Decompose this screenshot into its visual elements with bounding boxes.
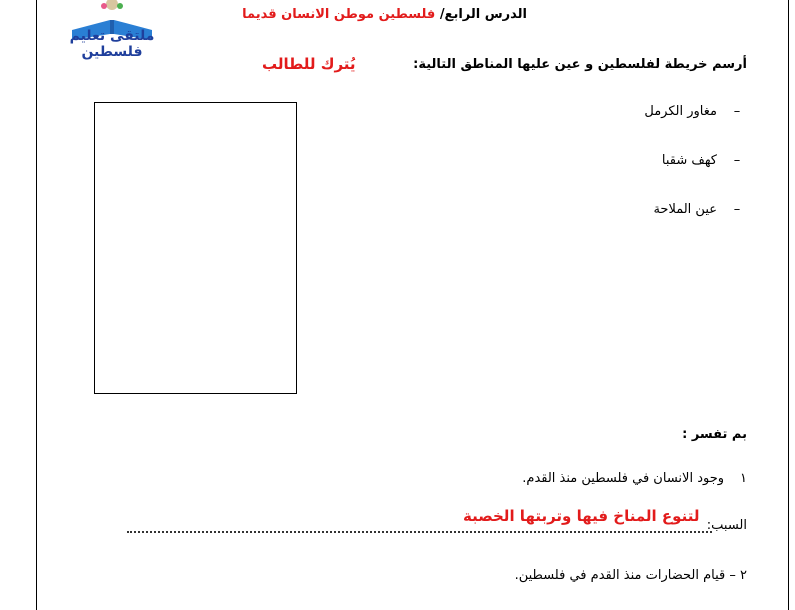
map-instruction: أرسم خريطة لفلسطين و عين عليها المناطق التالية: (413, 57, 747, 72)
list-dash: – (733, 104, 741, 119)
place-name: مغاور الكرمل (644, 104, 717, 119)
list-dash: – (733, 202, 741, 217)
lesson-title: فلسطين موطن الانسان قديما (242, 7, 440, 22)
question-1 (522, 471, 747, 486)
reason-answer: لتنوع المناخ فيها وتربتها الخصبة (459, 507, 703, 525)
place-item (653, 202, 747, 217)
lesson-label: الدرس الرابع/ (439, 7, 527, 22)
answer-dotted-line[interactable] (127, 531, 712, 533)
place-item (662, 153, 747, 168)
logo-text: ملتقى تعليم فلسطين (69, 28, 155, 60)
place-name: كهف شقبا (661, 153, 717, 168)
leave-to-student-note: يُترك للطالب (262, 55, 356, 73)
question-2: ٢ – قيام الحضارات منذ القدم في فلسطين. (514, 568, 747, 583)
place-name: عين الملاحة (653, 202, 717, 217)
site-logo (42, 0, 182, 60)
list-dash: – (733, 153, 741, 168)
map-drawing-box[interactable] (94, 102, 297, 394)
explain-heading: بم تفسر : (682, 427, 747, 442)
question-number: ١ (740, 471, 747, 486)
question-text: وجود الانسان في فلسطين منذ القدم. (522, 471, 725, 486)
cutoff-dotted-line (436, 605, 596, 610)
place-item (644, 104, 747, 119)
lesson-header (242, 7, 527, 22)
reason-label: السبب: (706, 518, 747, 533)
